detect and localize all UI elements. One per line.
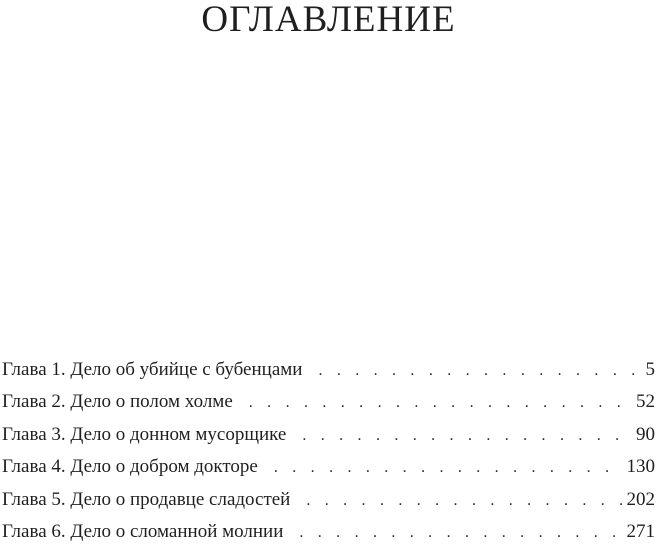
dot-leader	[274, 452, 623, 484]
dot-leader	[249, 387, 632, 419]
toc-entry-title: Глава 2. Дело о полом холме	[2, 391, 233, 413]
dot-leader	[299, 517, 622, 549]
toc-entry-page-number: 202	[626, 488, 655, 510]
dot-leader	[306, 485, 622, 517]
toc-entry-title: Глава 3. Дело о донном мусорщике	[2, 423, 287, 445]
toc-entry-title: Глава 6. Дело о сломанной молнии	[2, 520, 284, 542]
toc-entry-title: Глава 1. Дело об убийце с бубенцами	[2, 359, 303, 380]
dot-leader	[302, 420, 632, 452]
toc-entry-page-number: 130	[626, 456, 655, 478]
toc-entry-chapter-3[interactable]	[2, 419, 655, 451]
toc-entry-page-number: 52	[636, 391, 655, 413]
toc-entry-page-number: 271	[626, 520, 655, 542]
toc-entry-page-number: 5	[645, 359, 655, 380]
toc-entry-chapter-1[interactable]	[2, 354, 655, 386]
toc-entry-chapter-5[interactable]	[2, 484, 655, 516]
toc-entry-chapter-4[interactable]	[2, 451, 655, 483]
toc-entry-page-number: 90	[636, 423, 655, 445]
page-title: ОГЛАВЛЕНИЕ	[201, 0, 456, 40]
toc-entry-chapter-6[interactable]	[2, 516, 655, 548]
toc-entry-title: Глава 5. Дело о продавце сладостей	[2, 488, 291, 510]
toc-entry-chapter-2[interactable]	[2, 386, 655, 418]
table-of-contents	[2, 354, 655, 548]
toc-entry-title: Глава 4. Дело о добром докторе	[2, 456, 258, 478]
dot-leader	[318, 355, 641, 387]
